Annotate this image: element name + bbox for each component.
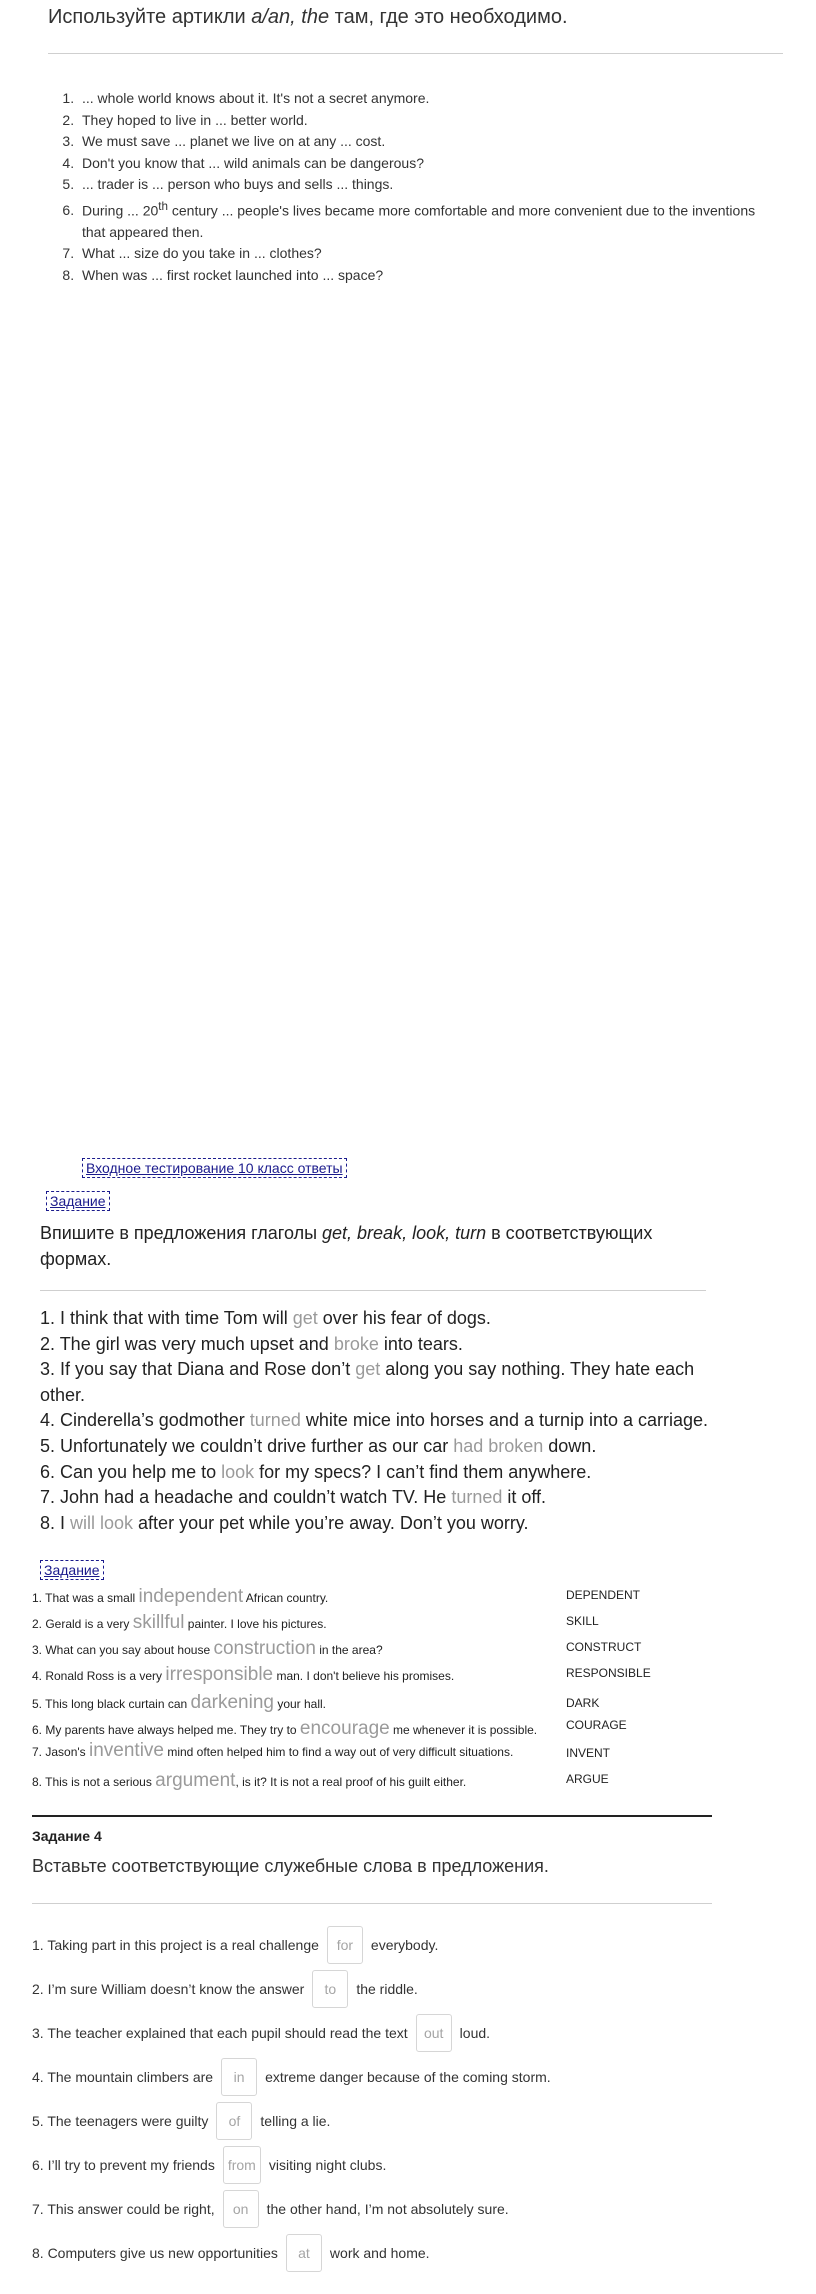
answer-box[interactable]: to [312,1970,348,2008]
answer-box[interactable]: in [221,2058,257,2096]
articles-exercise-list [48,88,778,286]
task4-instruction: Вставьте соответствующие служебные слова в предложения. [32,1856,549,1876]
word-formation-row: 2. Gerald is a very skillful painter. I love his pictures. [32,1612,327,1633]
task4-heading: Задание 4 [32,1828,102,1844]
key-word: SKILL [566,1614,599,1628]
task-label-2[interactable] [46,1193,110,1211]
answer-box[interactable]: out [416,2014,452,2052]
verbs-exercise-list [40,1306,740,1536]
word-formation-row: 3. What can you say about house construction in the area? [32,1638,383,1659]
key-word: CONSTRUCT [566,1640,642,1654]
word-formation-row: 8. This is not a serious argument, is it? It is not a real proof of his guilt either. [32,1770,467,1791]
fill-in-row: 4. The mountain climbers are in extreme danger because of the coming storm. [32,2058,551,2096]
list-item: 4. Don't you know that ... wild animals can be dangerous? [78,153,778,175]
divider [32,1903,712,1904]
key-word: COURAGE [566,1718,627,1732]
fill-in-row: 8. Computers give us new opportunities at work and home. [32,2234,430,2272]
fill-in-row: 2. I’m sure William doesn’t know the answer to the riddle. [32,1970,418,2008]
list-item: 3. We must save ... planet we live on at any ... cost. [78,131,778,153]
divider [40,1290,706,1291]
list-item: 7. John had a headache and couldn’t watch TV. He turned it off. [40,1487,547,1508]
answer-box[interactable]: at [286,2234,322,2272]
list-item: 6. During ... 20th century ... people's lives became more comfortable and more convenient due to the inventions that appeared then. [78,196,778,244]
divider [32,1815,712,1817]
answer-box[interactable]: from [223,2146,261,2184]
answers-link[interactable] [82,1160,347,1178]
task-link[interactable]: Задание [46,1191,110,1211]
key-word: DEPENDENT [566,1588,641,1602]
key-word: ARGUE [566,1772,609,1786]
word-formation-row: 6. My parents have always helped me. They try to encourage me whenever it is possible. [32,1718,538,1739]
answer-box[interactable]: on [223,2190,259,2228]
list-item: 8. I will look after your pet while you’re away. Don’t you worry. [40,1512,529,1533]
list-item: 2. The girl was very much upset and broke into tears. [40,1333,463,1354]
fill-in-row: 7. This answer could be right, on the other hand, I’m not absolutely sure. [32,2190,509,2228]
word-formation-row: 1. That was a small independent African country. [32,1586,329,1607]
key-word: RESPONSIBLE [566,1666,651,1680]
answers-link-text[interactable]: Входное тестирование 10 класс ответы [82,1158,347,1178]
list-item: 2. They hoped to live in ... better world. [78,110,778,132]
fill-in-row: 5. The teenagers were guilty of telling a lie. [32,2102,330,2140]
section1-instruction: Используйте артикли a/an, the там, где это необходимо. [48,6,568,28]
word-formation-row: 5. This long black curtain can darkening your hall. [32,1692,327,1713]
list-item: 4. Cinderella’s godmother turned white mice into horses and a turnip into a carriage. [40,1410,709,1431]
fill-in-row: 6. I’ll try to prevent my friends from visiting night clubs. [32,2146,386,2184]
key-word: DARK [566,1696,600,1710]
list-item: 1. I think that with time Tom will get over his fear of dogs. [40,1308,491,1328]
answer-box[interactable]: of [216,2102,252,2140]
list-item: 8. When was ... first rocket launched into ... space? [78,265,778,287]
divider [48,53,783,54]
list-item: 5. ... trader is ... person who buys and sells ... things. [78,174,778,196]
word-formation-row: 4. Ronald Ross is a very irresponsible man. I don't believe his promises. [32,1664,455,1685]
task-link[interactable]: Задание [40,1560,104,1580]
list-item: 3. If you say that Diana and Rose don’t get along you say nothing. They hate each other. [40,1359,695,1405]
section2-title: Впишите в предложения глаголы get, break, look, turn в соответствующих формах. [40,1223,653,1269]
answer-box[interactable]: for [327,1926,363,1964]
task-label-3[interactable] [40,1562,104,1580]
list-item: 7. What ... size do you take in ... clothes? [78,243,778,265]
list-item: 5. Unfortunately we couldn’t drive further as our car had broken down. [40,1435,597,1456]
fill-in-row: 3. The teacher explained that each pupil should read the text out loud. [32,2014,490,2052]
list-item: 6. Can you help me to look for my specs? I can’t find them anywhere. [40,1461,592,1482]
word-formation-row: 7. Jason's inventive mind often helped him to find a way out of very difficult situations. [32,1740,514,1761]
fill-in-row: 1. Taking part in this project is a real challenge for everybody. [32,1926,438,1964]
list-item: 1. ... whole world knows about it. It's not a secret anymore. [78,88,778,110]
key-word: INVENT [566,1746,611,1760]
